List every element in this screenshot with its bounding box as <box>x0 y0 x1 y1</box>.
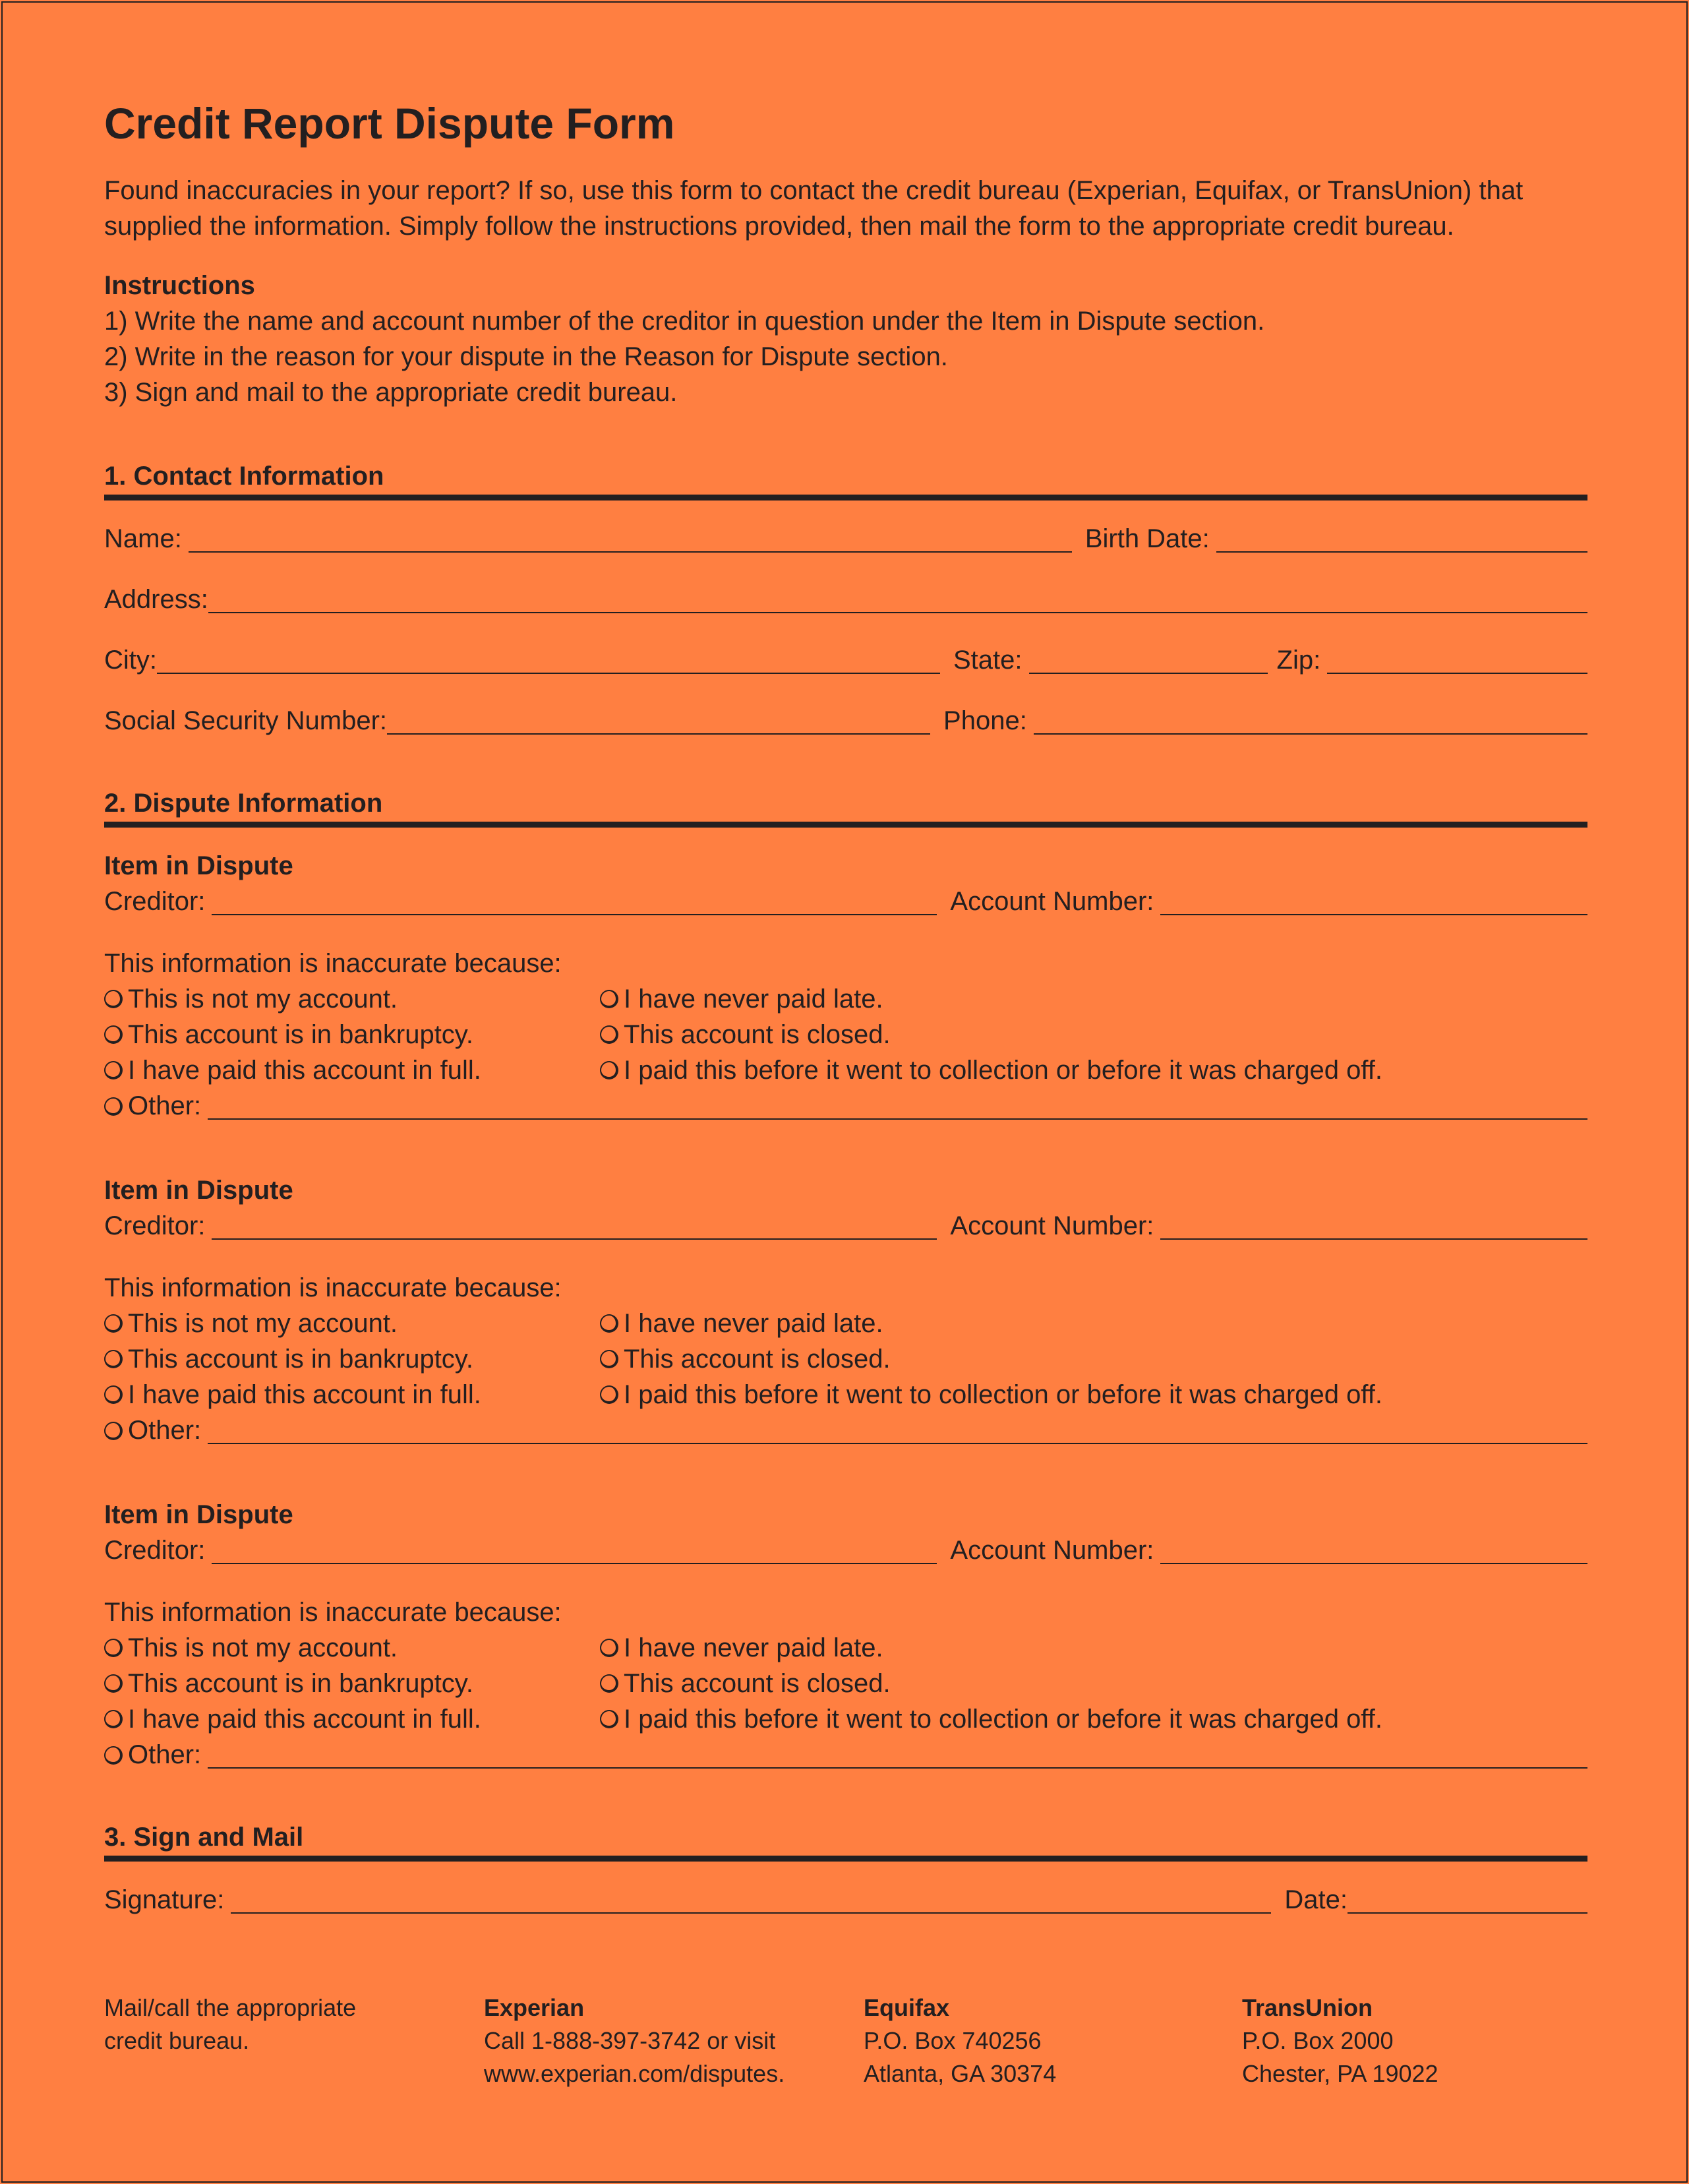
option-label: This is not my account. <box>128 985 398 1014</box>
option-bankruptcy[interactable] <box>104 1666 473 1701</box>
option-label: This account is in bankruptcy. <box>128 1669 473 1698</box>
option-label: I have paid this account in full. <box>128 1380 481 1409</box>
ssn-row <box>104 703 1587 739</box>
radio-bubble-icon[interactable] <box>104 1639 123 1657</box>
item-in-dispute-heading: Item in Dispute <box>104 1176 293 1205</box>
address-row <box>104 582 1587 617</box>
option-label: I have paid this account in full. <box>128 1056 481 1085</box>
state-field[interactable] <box>1029 648 1268 674</box>
item-in-dispute-heading: Item in Dispute <box>104 851 293 880</box>
option-label: This account is closed. <box>624 1345 891 1374</box>
other-row <box>104 1088 1587 1124</box>
name-label: Name: <box>104 524 182 553</box>
bureau-equifax <box>864 1991 1056 2090</box>
radio-bubble-icon[interactable] <box>600 1350 618 1368</box>
account-number-label: Account Number: <box>950 887 1154 916</box>
option-label: I paid this before it went to collection or before it was charged off. <box>624 1056 1383 1085</box>
option-never-paid-late[interactable] <box>600 1630 883 1666</box>
creditor-field[interactable] <box>212 1538 937 1564</box>
other-field[interactable] <box>208 1418 1587 1444</box>
reason-intro: This information is inaccurate because: <box>104 1273 562 1302</box>
option-label: This is not my account. <box>128 1633 398 1662</box>
radio-bubble-icon[interactable] <box>104 1025 123 1044</box>
name-row <box>104 521 1587 557</box>
signature-field[interactable] <box>231 1887 1271 1914</box>
option-not-my-account[interactable] <box>104 1630 398 1666</box>
other-label: Other: <box>128 1740 202 1769</box>
option-never-paid-late[interactable] <box>600 1306 883 1341</box>
creditor-label: Creditor: <box>104 1536 206 1565</box>
bureau-line: P.O. Box 740256 <box>864 2027 1042 2054</box>
bureau-name: Equifax <box>864 1994 950 2021</box>
bureau-experian <box>484 1991 785 2090</box>
radio-bubble-icon[interactable] <box>104 1422 123 1440</box>
account-number-label: Account Number: <box>950 1211 1154 1240</box>
address-field[interactable] <box>208 587 1587 613</box>
reason-intro: This information is inaccurate because: <box>104 1598 562 1627</box>
option-never-paid-late[interactable] <box>600 981 883 1017</box>
radio-bubble-icon[interactable] <box>104 1385 123 1404</box>
account-number-field[interactable] <box>1160 889 1587 915</box>
other-field[interactable] <box>208 1093 1587 1120</box>
instructions-heading: Instructions <box>104 271 255 300</box>
bureau-line: Chester, PA 19022 <box>1242 2060 1438 2087</box>
section-dispute-heading: 2. Dispute Information <box>104 787 1587 828</box>
radio-bubble-icon[interactable] <box>104 1314 123 1333</box>
item-in-dispute-heading: Item in Dispute <box>104 1500 293 1529</box>
option-label: I have never paid late. <box>624 1309 883 1338</box>
option-bankruptcy[interactable] <box>104 1017 473 1052</box>
ssn-label: Social Security Number: <box>104 706 388 735</box>
instructions <box>104 268 1587 410</box>
other-field[interactable] <box>208 1742 1587 1769</box>
option-paid-before-collection[interactable] <box>600 1052 1382 1088</box>
reason-intro: This information is inaccurate because: <box>104 949 562 978</box>
phone-label: Phone: <box>943 706 1027 735</box>
bureau-name: TransUnion <box>1242 1994 1373 2021</box>
option-label: I paid this before it went to collection or before it was charged off. <box>624 1705 1383 1734</box>
creditor-field[interactable] <box>212 889 937 915</box>
radio-bubble-icon[interactable] <box>104 1674 123 1693</box>
zip-field[interactable] <box>1327 648 1587 674</box>
option-paid-before-collection[interactable] <box>600 1701 1382 1737</box>
radio-bubble-icon[interactable] <box>600 1314 618 1333</box>
option-paid-in-full[interactable] <box>104 1052 481 1088</box>
footer-note <box>104 1991 356 2057</box>
account-number-label: Account Number: <box>950 1536 1154 1565</box>
option-label: I have never paid late. <box>624 1633 883 1662</box>
radio-bubble-icon[interactable] <box>600 990 618 1008</box>
bureau-line: P.O. Box 2000 <box>1242 2027 1394 2054</box>
state-label: State: <box>953 646 1022 675</box>
radio-bubble-icon[interactable] <box>104 1097 123 1116</box>
signature-row <box>104 1882 1587 1918</box>
footer-note-line: Mail/call the appropriate <box>104 1994 357 2021</box>
date-label: Date: <box>1284 1885 1348 1914</box>
city-label: City: <box>104 646 157 675</box>
option-label: This account is in bankruptcy. <box>128 1020 473 1049</box>
phone-field[interactable] <box>1034 708 1587 735</box>
bureau-name: Experian <box>484 1994 585 2021</box>
section-sign-heading: 3. Sign and Mail <box>104 1821 1587 1862</box>
option-account-closed[interactable] <box>600 1341 891 1377</box>
radio-bubble-icon[interactable] <box>104 1710 123 1728</box>
option-paid-in-full[interactable] <box>104 1377 481 1412</box>
option-paid-before-collection[interactable] <box>600 1377 1382 1412</box>
creditor-row <box>104 1532 1587 1568</box>
option-not-my-account[interactable] <box>104 1306 398 1341</box>
option-label: This is not my account. <box>128 1309 398 1338</box>
creditor-label: Creditor: <box>104 1211 206 1240</box>
date-field[interactable] <box>1348 1887 1587 1914</box>
zip-label: Zip: <box>1276 646 1321 675</box>
option-account-closed[interactable] <box>600 1017 891 1052</box>
intro-text <box>104 173 1587 244</box>
instruction-step: 3) Sign and mail to the appropriate credit bureau. <box>104 378 678 407</box>
account-number-field[interactable] <box>1160 1538 1587 1564</box>
city-field[interactable] <box>157 648 940 674</box>
radio-bubble-icon[interactable] <box>600 1710 618 1728</box>
radio-bubble-icon[interactable] <box>104 1746 123 1765</box>
option-label: I paid this before it went to collection or before it was charged off. <box>624 1380 1383 1409</box>
option-label: This account is closed. <box>624 1669 891 1698</box>
bureau-transunion <box>1242 1991 1438 2090</box>
creditor-label: Creditor: <box>104 887 206 916</box>
radio-bubble-icon[interactable] <box>600 1639 618 1657</box>
creditor-row <box>104 884 1587 919</box>
option-label: I have paid this account in full. <box>128 1705 481 1734</box>
section-contact-heading: 1. Contact Information <box>104 460 1587 501</box>
creditor-row <box>104 1208 1587 1244</box>
birth-date-label: Birth Date: <box>1084 524 1210 553</box>
radio-bubble-icon[interactable] <box>600 1385 618 1404</box>
account-number-field[interactable] <box>1160 1213 1587 1240</box>
option-account-closed[interactable] <box>600 1666 891 1701</box>
other-label: Other: <box>128 1091 202 1120</box>
bureau-link[interactable]: www.experian.com/disputes. <box>484 2060 785 2087</box>
option-label: I have never paid late. <box>624 985 883 1014</box>
option-label: This account is closed. <box>624 1020 891 1049</box>
radio-bubble-icon[interactable] <box>600 1674 618 1693</box>
other-row <box>104 1412 1587 1448</box>
signature-label: Signature: <box>104 1885 225 1914</box>
radio-bubble-icon[interactable] <box>600 1025 618 1044</box>
instruction-step: 2) Write in the reason for your dispute in the Reason for Dispute section. <box>104 342 948 371</box>
bureau-line: Call 1-888-397-3742 or visit <box>484 2027 776 2054</box>
option-not-my-account[interactable] <box>104 981 398 1017</box>
other-label: Other: <box>128 1416 202 1445</box>
radio-bubble-icon[interactable] <box>104 1061 123 1079</box>
intro-line: Found inaccuracies in your report? If so, use this form to contact the credit bureau (Experian, Equifax, or TransUnion) that <box>104 176 1524 205</box>
option-bankruptcy[interactable] <box>104 1341 473 1377</box>
instruction-step: 1) Write the name and account number of the creditor in question under the Item in Dispute section. <box>104 307 1265 336</box>
other-row <box>104 1737 1587 1773</box>
page-title: Credit Report Dispute Form <box>104 99 675 148</box>
intro-line: supplied the information. Simply follow the instructions provided, then mail the form to the appropriate credit bureau. <box>104 212 1454 241</box>
name-field[interactable] <box>189 526 1072 553</box>
ssn-field[interactable] <box>387 708 930 735</box>
option-label: This account is in bankruptcy. <box>128 1345 473 1374</box>
option-paid-in-full[interactable] <box>104 1701 481 1737</box>
city-row <box>104 642 1587 678</box>
radio-bubble-icon[interactable] <box>104 1350 123 1368</box>
footer-note-line: credit bureau. <box>104 2027 250 2054</box>
radio-bubble-icon[interactable] <box>600 1061 618 1079</box>
creditor-field[interactable] <box>212 1213 937 1240</box>
form-page <box>1 1 1688 2183</box>
bureau-line: Atlanta, GA 30374 <box>864 2060 1057 2087</box>
address-label: Address: <box>104 585 208 614</box>
radio-bubble-icon[interactable] <box>104 990 123 1008</box>
birth-date-field[interactable] <box>1216 526 1587 553</box>
